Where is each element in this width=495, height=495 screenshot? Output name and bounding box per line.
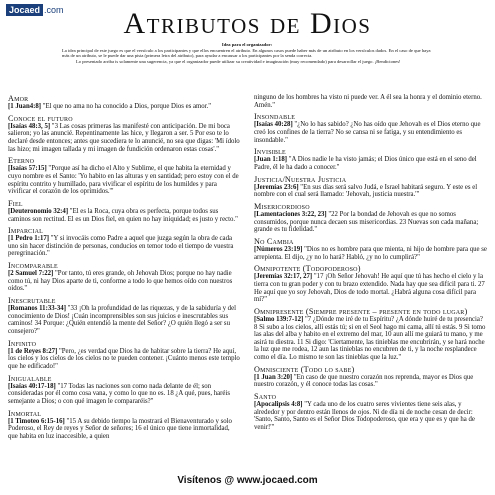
verse-text: "¿No lo has sabido? ¿No has oído que Jehovah es el Dios eterno que creó los confines de la tierra? No se cansa ni se fatiga, y su entendimiento es insondable."	[254, 121, 481, 144]
attribute-entry	[254, 392, 487, 431]
page-title: Atributos de Dios	[123, 7, 372, 40]
verse-text: "15 A su debido tiempo la mostrará el Bienaventurado y solo Poderoso, el Rey de reyes y Señor de señores; 16 el único que tiene inmortalidad, que habita en luz inaccesible, a quien	[8, 417, 232, 440]
logo-brand: Jocaed	[6, 4, 43, 16]
attribute-entry	[8, 261, 241, 293]
verse-text: "En caso de que nuestro corazón nos reprenda, mayor es Dios que nuestro corazón, y él conoce todas las cosas."	[254, 373, 474, 389]
verse-reference: [Isaías 57:15]	[8, 165, 47, 173]
attribute-entry	[254, 175, 487, 199]
attribute-verse	[8, 103, 241, 111]
attribute-name: Omnipresente (Siempre presente – presente en todo lugar)	[254, 307, 468, 316]
attribute-verse	[8, 165, 241, 195]
verse-text: "Y cada uno de los cuatro seres vivientes tiene seis alas, y alrededor y por dentro están llenos de ojos. Ni de día ni de noche cesan de decir: 'Santo, Santo, Santo es el Señor Dios Todopoderoso, que era y que es y que ha de venir!'"	[254, 401, 475, 431]
attribute-name: Conoce el futuro	[8, 113, 73, 123]
attribute-name: Inescrutable	[8, 296, 56, 306]
attribute-entry	[254, 365, 487, 389]
attribute-verse	[254, 401, 487, 431]
verse-text: "El es la Roca, cuya obra es perfecta, porque todos sus caminos son rectitud. El es un Dios fiel, en quien no hay iniquidad; es justo y recto."	[8, 207, 238, 223]
verse-text: "Y si invocáis como Padre a aquel que juzga según la obra de cada uno sin hacer distinción de personas, conducíos en temor todo el tiempo de vuestra peregrinación."	[8, 235, 234, 258]
attribute-name: No Cambia	[254, 237, 294, 247]
verse-reference: [Jeremías 23:6]	[254, 183, 299, 191]
verse-reference: [Jeremías 32:17, 27]	[254, 273, 313, 281]
right-column	[254, 94, 487, 464]
attribute-verse	[254, 273, 487, 303]
attribute-name: Omnipotente (Todopoderoso)	[254, 264, 361, 274]
attributes-columns	[8, 94, 487, 464]
attribute-name: Santo	[254, 392, 277, 402]
attribute-entry	[254, 237, 487, 261]
verse-reference: [Juan 1:18]	[254, 156, 288, 164]
organizer-note	[62, 42, 432, 64]
attribute-name: Omnisciente (Todo lo sabe)	[254, 364, 355, 374]
verse-text: "22 Por la bondad de Jehovah es que no somos consumidos, porque nunca decaen sus misericordias. 23 Nuevas son cada mañana; grande es tu fidelidad."	[254, 211, 479, 234]
attribute-verse	[254, 121, 487, 144]
verse-reference: [2 Samuel 7:22]	[8, 270, 54, 278]
attribute-entry	[8, 114, 241, 153]
attribute-entry	[254, 202, 487, 234]
attribute-verse	[254, 211, 487, 234]
organizer-note-heading: Idea para el organizador:	[221, 42, 273, 47]
attribute-name: Invisible	[254, 147, 286, 157]
attribute-entry	[8, 94, 241, 111]
attribute-name: Imparcial	[8, 226, 43, 236]
verse-reference: [Romanos 11:33-34]	[8, 305, 66, 313]
attribute-name: Inmortal	[8, 408, 42, 418]
attribute-verse	[254, 316, 487, 362]
verse-reference: [1 de Reyes 8:27]	[8, 347, 58, 355]
attribute-verse	[8, 305, 241, 335]
verse-text: "Porque así ha dicho el Alto y Sublime, el que habita la eternidad y cuyo nombre es el Santo: 'Yo habito en las alturas y en santidad; pero estoy con el de espíritu contrito y humillado, para vivificar el espíritu de los humildes y para vivificar el corazón de los oprimidos.'"	[8, 165, 239, 196]
attribute-entry	[8, 199, 241, 223]
attribute-name: Fiel	[8, 198, 23, 208]
verse-text: "Dios no es hombre para que mienta, ni hijo de hombre para que se arrepienta. El dijo, ¿y no lo hará? Habló, ¿y no lo cumplirá?"	[254, 246, 487, 261]
attribute-name: Infinito	[8, 338, 37, 348]
attribute-verse	[8, 418, 241, 441]
verse-text: "A Dios nadie le ha visto jamás; el Dios único que está en el seno del Padre, él le ha dado a conocer."	[254, 156, 477, 171]
attribute-name: Incomparable	[8, 261, 58, 271]
attribute-name: Insondable	[254, 112, 296, 122]
attribute-entry	[254, 264, 487, 303]
verse-text: "33 ¡Oh la profundidad de las riquezas, y de la sabiduría y del conocimiento de Dios! ¡Cuán incomprensibles son sus juicios e inescrutables sus caminos! 34 Porque: ¿Quién entendió la mente del Señor? ¿O quién llegó a ser su consejero?"	[8, 305, 236, 335]
organizer-note-paragraph-1: La idea principal de este juego es que el versículo a los participantes y que ellos encuentren el atributo. En algunos casos puede haber más de un atributo en los versículos dados. En el caso de que haya más de un atributo, se le puede dar una pista (primera letra del atributo), para ayudar a encausar a los participantes por la senda correcta.	[62, 47, 431, 59]
attribute-verse	[254, 94, 487, 109]
attribute-name: Inigualable	[8, 373, 52, 383]
attribute-verse	[8, 270, 241, 293]
verse-text: "7 ¿Dónde me iré de tu Espíritu? ¿A dónde huiré de tu presencia? 8 Si subo a los cielos, allí estás tú; si en el Seol hago mi cama, allí tú estás. 9 Si tomo las alas del alba y habito en el extremo del mar, 10 aun allí me guiará tu mano, y me asirá tu diestra. 11 Si digo: 'Ciertamente, las tinieblas me encubrirán, y se hará noche la luz que me rodea, 12 aun las tinieblas no encubren de ti, y la noche resplandece como el día. Lo mismo te son las tinieblas que la luz."	[254, 316, 486, 361]
verse-reference: [1 Juan 3:20]	[254, 373, 293, 381]
verse-reference: [1 Timoteo 6:15-16]	[8, 417, 65, 425]
attribute-verse	[254, 246, 487, 261]
verse-reference: [Isaías 48:3, 5]	[8, 122, 51, 130]
organizer-note-paragraph-2: Lo presentado arriba is solamente una sugerencia, ya que el organizador puede utilizar su creatividad e imaginación (muy recomendado) para desarrollar el juego. ¡Bendiciones!	[76, 58, 401, 64]
attribute-verse	[8, 123, 241, 153]
attribute-name: Eterno	[8, 156, 35, 166]
verse-text: ninguno de los hombres ha visto ni puede ver. A él sea la honra y el dominio eterno. Amén."	[254, 94, 482, 109]
attribute-entry	[8, 226, 241, 258]
attribute-entry	[8, 156, 241, 195]
verse-reference: [1 Juan4:8]	[8, 103, 42, 110]
verse-text: "En sus días será salvo Judá, e Israel habitará seguro. Y este es el nombre con el cual será llamado: 'Jehovah, justicia nuestra.'"	[254, 183, 478, 199]
attribute-verse	[8, 235, 241, 258]
attribute-entry	[254, 147, 487, 171]
verse-text: "Pero, ¿es verdad que Dios ha de habitar sobre la tierra? He aquí, los cielos y los cielos de los cielos no te pueden contener. ¡Cuánto menos este templo que he edificado!"	[8, 347, 240, 370]
attribute-entry	[8, 374, 241, 406]
verse-text: "17 ¡Oh Señor Jehovah! He aquí que tú has hecho el cielo y la tierra con tu gran poder y con tu brazo extendido. Nada hay que sea difícil para ti. 27 He aquí que yo soy Jehovah, Dios de todo mortal. ¿Habrá alguna cosa difícil para mí?"	[254, 273, 485, 304]
verse-text: "Por tanto, tú eres grande, oh Jehovah Dios; porque no hay nadie como tú, ni hay Dios aparte de ti, conforme a todo lo que hemos oído con nuestros oídos."	[8, 270, 233, 293]
attribute-verse	[254, 374, 487, 389]
verse-reference: [Deuteronomio 32:4]	[8, 207, 69, 215]
attribute-verse	[8, 348, 241, 371]
verse-reference: [Isaías 40:17-18]	[8, 382, 56, 390]
attribute-verse	[254, 156, 487, 171]
attribute-entry	[254, 307, 487, 362]
verse-text: "17 Todas las naciones son como nada delante de él; son consideradas por él como cosa vana, y como lo que no es. 18 ¿A qué, pues, haréis semejante a Dios; o con qué imagen le compararéis?"	[8, 382, 230, 405]
verse-reference: [Apocalipsis 4:8]	[254, 401, 303, 409]
verse-reference: [Lamentaciones 3:22, 23]	[254, 211, 327, 219]
verse-reference: [Salmo 139:7-12]	[254, 316, 304, 323]
attribute-name: Justicia/Nuestra Justicia	[254, 174, 347, 184]
left-column	[8, 94, 241, 464]
attribute-verse	[254, 184, 487, 199]
attribute-entry	[254, 112, 487, 144]
verse-reference: [Números 23:19]	[254, 246, 303, 254]
verse-text: "3 Las cosas primeras las manifesté con anticipación. De mi boca salieron; yo las anuncié. Repentinamente las hice, y llegaron a ser. 5 Por eso te lo declaré desde entonces; antes que sucediera te lo anuncié, no sea que digas: 'Mi ídolo las hizo; mi imagen tallada y mi imagen de fundición ordenaron estas cosas'."	[8, 122, 240, 153]
footer-website: Visítenos @ www.jocaed.com	[177, 475, 318, 486]
attribute-verse	[8, 208, 241, 223]
attribute-verse	[8, 383, 241, 406]
verse-reference: [1 Pedro 1:17]	[8, 235, 50, 243]
attribute-name: Amor	[8, 94, 29, 103]
attribute-entry	[8, 409, 241, 441]
attribute-entry	[8, 296, 241, 335]
attribute-name: Misericordioso	[254, 202, 310, 212]
attribute-entry	[8, 339, 241, 371]
attribute-entry	[254, 94, 487, 109]
logo-suffix: .com	[44, 5, 64, 15]
verse-reference: [Isaías 40:28]	[254, 121, 293, 129]
verse-text: "El que no ama no ha conocido a Dios, porque Dios es amor."	[41, 103, 212, 110]
